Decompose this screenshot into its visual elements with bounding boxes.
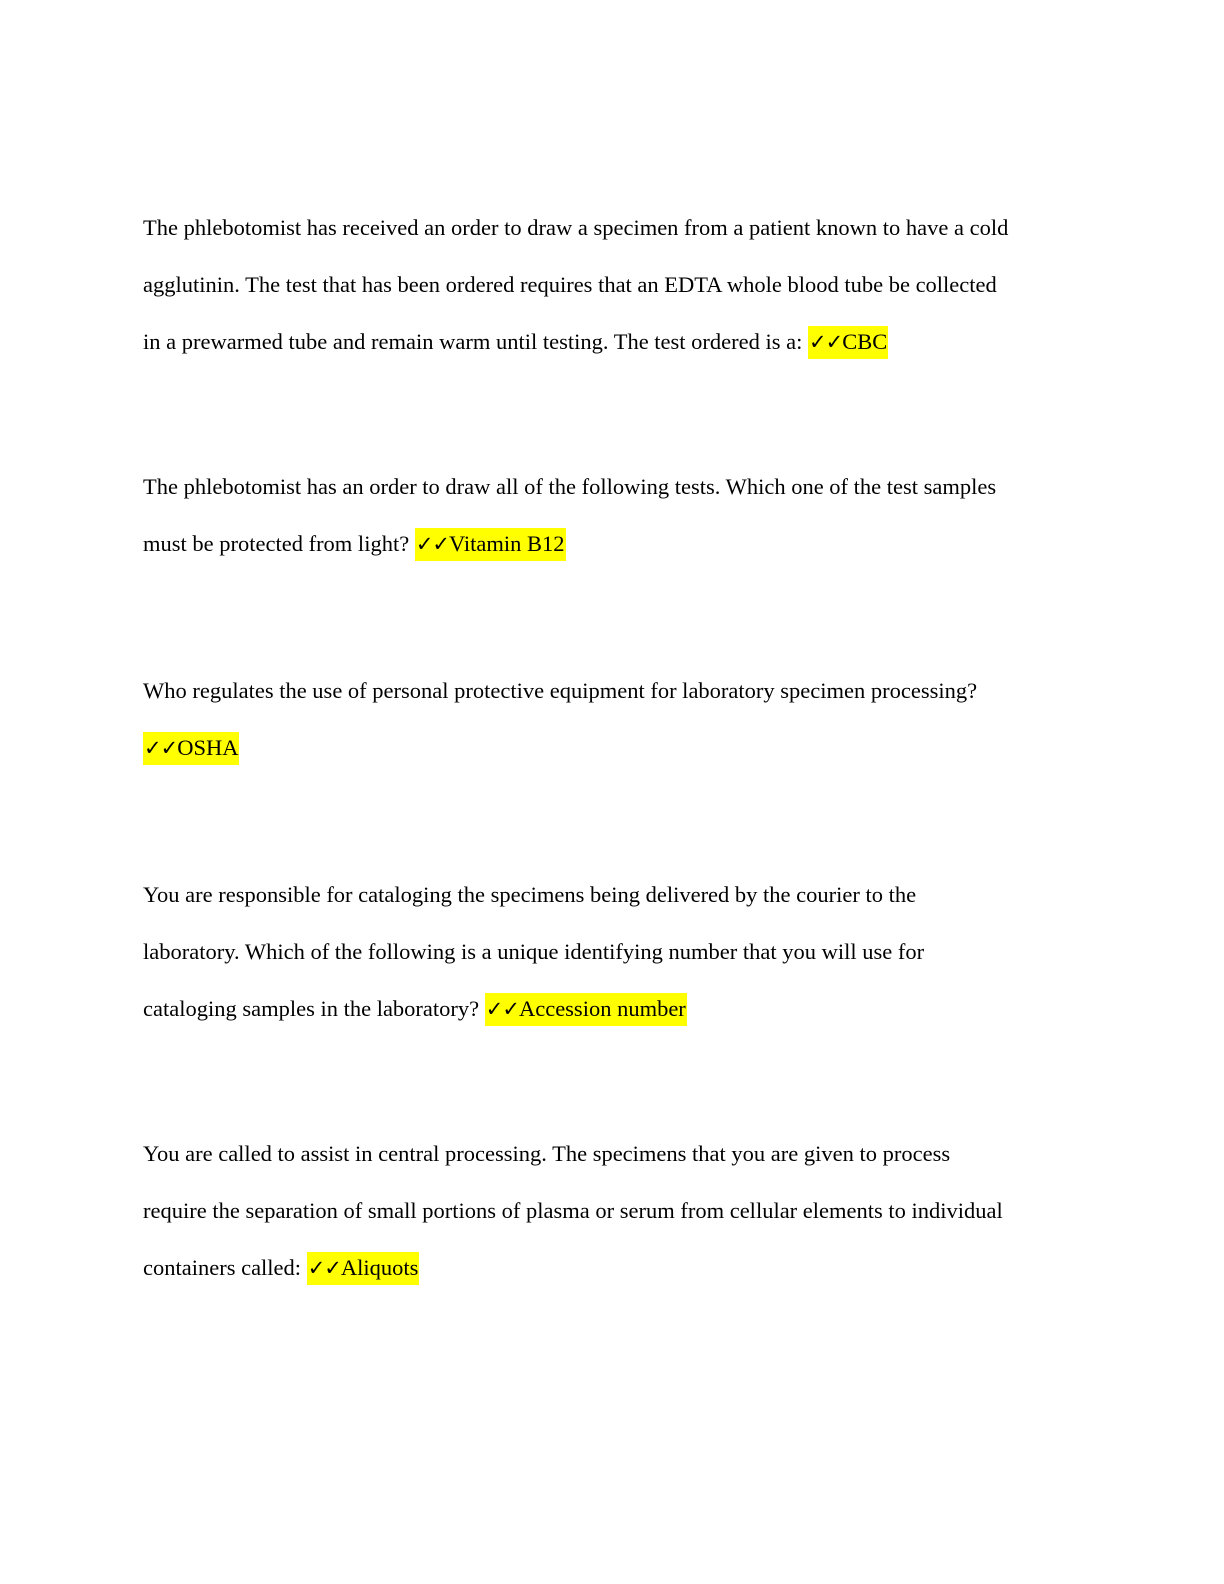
answer-line (143, 719, 1083, 776)
question-block-1 (143, 199, 1083, 370)
question-line: The phlebotomist has an order to draw all of the following tests. Which one of the test samples (143, 474, 997, 499)
double-check-icon: ✓✓ (144, 736, 178, 760)
answer-text: OSHA (177, 735, 239, 760)
question-text: cataloging samples in the laboratory? (143, 996, 485, 1021)
answer-text: CBC (842, 329, 888, 354)
double-check-icon: ✓✓ (485, 997, 519, 1021)
question-text: in a prewarmed tube and remain warm until testing. The test ordered is a: (143, 329, 809, 354)
highlighted-answer (143, 732, 239, 765)
question-line: The phlebotomist has received an order to draw a specimen from a patient known to have a cold (143, 215, 1009, 240)
double-check-icon: ✓✓ (307, 1256, 341, 1280)
highlighted-answer (808, 326, 888, 359)
highlighted-answer (485, 993, 687, 1026)
question-block-4 (143, 866, 1083, 1037)
question-line: laboratory. Which of the following is a unique identifying number that you will use for (143, 939, 925, 964)
double-check-icon: ✓✓ (415, 532, 450, 556)
question-line: You are responsible for cataloging the specimens being delivered by the courier to the (143, 882, 917, 907)
question-line: agglutinin. The test that has been ordered requires that an EDTA whole blood tube be collected (143, 272, 997, 297)
question-text: containers called: (143, 1255, 307, 1280)
question-block-5 (143, 1125, 1083, 1296)
question-block-3 (143, 662, 1083, 776)
question-text: must be protected from light? (143, 531, 415, 556)
answer-text: Accession number (518, 996, 686, 1021)
answer-text: Vitamin B12 (449, 531, 565, 556)
highlighted-answer (415, 528, 566, 561)
answer-text: Aliquots (340, 1255, 419, 1280)
question-line-with-answer (143, 515, 1083, 572)
question-line-with-answer (143, 980, 1083, 1037)
question-line: You are called to assist in central processing. The specimens that you are given to process (143, 1141, 951, 1166)
double-check-icon: ✓✓ (809, 330, 843, 354)
question-line-with-answer (143, 313, 1083, 370)
question-line: Who regulates the use of personal protective equipment for laboratory specimen processing? (143, 678, 978, 703)
highlighted-answer (307, 1252, 420, 1285)
question-block-2 (143, 458, 1083, 572)
question-line: require the separation of small portions of plasma or serum from cellular elements to individual (143, 1198, 1003, 1223)
question-line-with-answer (143, 1239, 1083, 1296)
